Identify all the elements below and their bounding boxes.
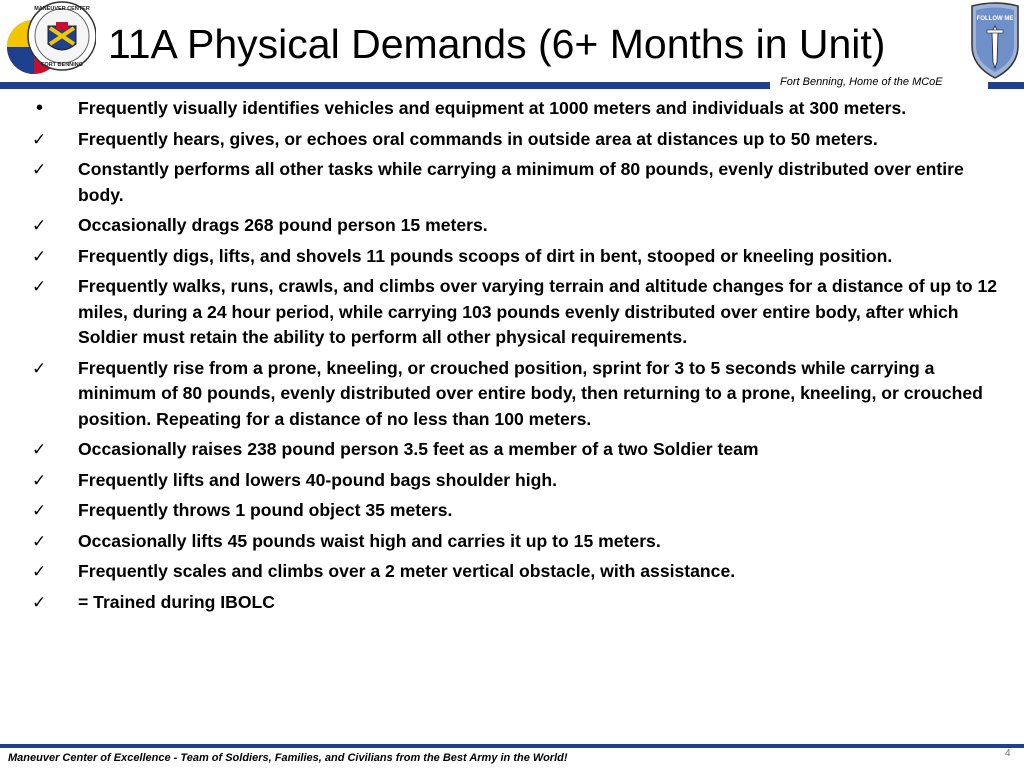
list-item-text: Occasionally lifts 45 pounds waist high and carries it up to 15 meters. (78, 530, 661, 551)
checkmark-icon: ✓ (32, 129, 47, 149)
follow-me-shield-icon (968, 0, 1022, 80)
list-item-text: Frequently lifts and lowers 40-pound bags shoulder high. (78, 469, 557, 490)
maneuver-center-crest-icon (4, 0, 96, 86)
list-item-text: Occasionally raises 238 pound person 3.5 feet as a member of a two Soldier team (78, 439, 759, 459)
crest-lettering-top: MANEUVER CENTER (34, 6, 90, 12)
list-item (32, 96, 1000, 122)
checkmark-icon: ✓ (32, 470, 47, 490)
list-item (32, 468, 1000, 494)
list-item-text: Frequently throws 1 pound object 35 meters. (78, 500, 453, 520)
list-item (32, 498, 1000, 524)
header-divider (0, 82, 770, 89)
checkmark-icon: ✓ (32, 246, 47, 266)
checkmark-icon: ✓ (32, 531, 47, 551)
header-tagline: Fort Benning, Home of the MCoE (780, 76, 943, 88)
checkmark-icon: ✓ (32, 440, 47, 459)
list-item (32, 127, 1000, 153)
list-item (32, 590, 1000, 616)
list-item-text: Frequently digs, lifts, and shovels 11 pounds scoops of dirt in bent, stooped or kneeling position. (78, 245, 893, 266)
footer-divider (0, 744, 1024, 748)
page-title: 11A Physical Demands (6+ Months in Unit) (108, 21, 886, 67)
header-divider-right (988, 82, 1024, 89)
list-item (32, 274, 1000, 351)
list-item (32, 157, 1000, 208)
list-item-text: Constantly performs all other tasks while carrying a minimum of 80 pounds, evenly distributed over entire body. (78, 159, 964, 205)
list-item-text: Frequently scales and climbs over a 2 meter vertical obstacle, with assistance. (78, 561, 736, 581)
list-item-text: Frequently hears, gives, or echoes oral commands in outside area at distances up to 50 meters. (78, 128, 878, 149)
checkmark-icon: ✓ (32, 501, 47, 520)
checkmark-icon: ✓ (32, 160, 47, 179)
checkmark-icon: ✓ (32, 216, 47, 235)
checkmark-icon: ✓ (32, 592, 47, 612)
list-item (32, 437, 1000, 463)
requirements-list (32, 96, 1000, 620)
checkmark-icon: ✓ (32, 358, 47, 378)
list-item (32, 213, 1000, 239)
list-item-text: Frequently visually identifies vehicles and equipment at 1000 meters and individuals at 300 meters. (78, 98, 907, 118)
list-item-text: Occasionally drags 268 pound person 15 meters. (78, 215, 488, 235)
list-item (32, 244, 1000, 270)
list-item-text: Frequently walks, runs, crawls, and climbs over varying terrain and altitude changes for a distance of up to 12 miles, during a 24 hour period, while carrying 103 pounds evenly distributed over entire body, after which Soldier must retain the ability to perform all other physical requirements. (78, 276, 998, 347)
list-item-text: = Trained during IBOLC (78, 591, 275, 612)
footer-text: Maneuver Center of Excellence - Team of Soldiers, Families, and Civilians from the Best Army in the World! (8, 752, 568, 764)
checkmark-icon: ✓ (32, 562, 47, 581)
bullet-icon: • (36, 97, 44, 119)
list-item (32, 559, 1000, 585)
shield-lettering: FOLLOW ME (976, 16, 1014, 22)
page-number: 4 (1005, 748, 1011, 759)
crest-lettering-bottom: FORT BENNING (41, 62, 83, 68)
list-item (32, 356, 1000, 433)
list-item (32, 529, 1000, 555)
checkmark-icon: ✓ (32, 277, 47, 296)
list-item-text: Frequently rise from a prone, kneeling, or crouched position, sprint for 3 to 5 seconds while carrying a minimum of 80 pounds, evenly distributed over entire body, then returning to a prone, kneeling, or crouched position. Repeating for a distance of no less than 100 meters. (78, 357, 983, 429)
